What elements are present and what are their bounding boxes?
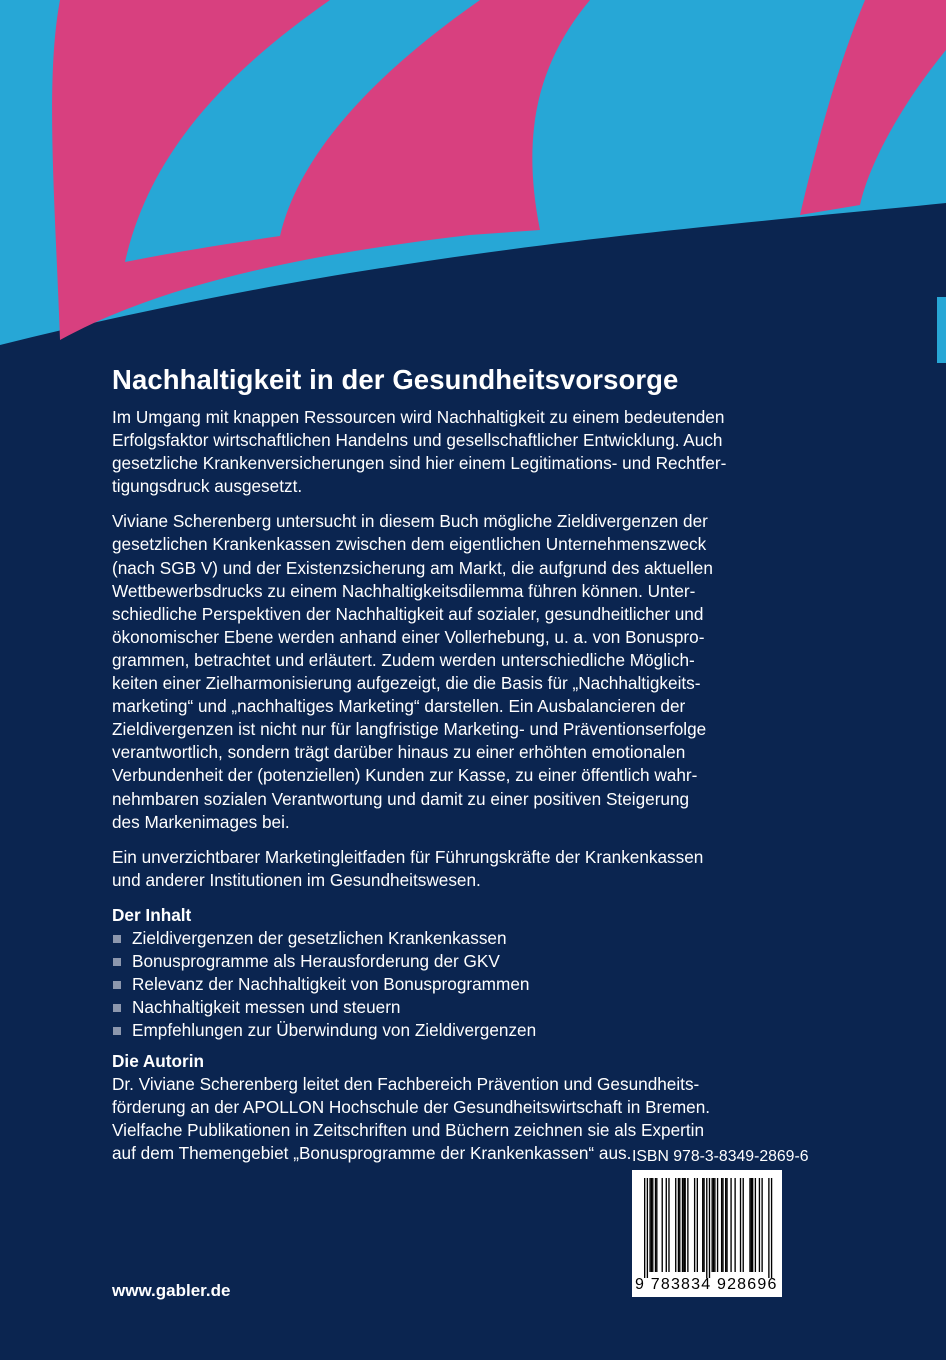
square-bullet-icon [113,935,121,943]
barcode-bar [751,1178,752,1272]
side-accent-bar [937,297,946,363]
barcode-bar [651,1178,652,1272]
barcode-bar [761,1178,762,1272]
publisher-website: www.gabler.de [112,1281,231,1300]
description-paragraph: Viviane Scherenberg untersucht in diesem Buch mögliche Zieldivergenzen der gesetzlichen Krankenkassen zwischen dem eigentlichen Unternehmenszweck (nach SGB V) und der Existenzsicherung am Markt, die aufgrund des aktuellen Wettbewerbsdrucks zu einem Nachhaltigkeitsdilemma führen können. Unter- schiedliche Perspektiven der Nachhaltigkeit auf sozialer, gesundheitlicher und ökonomischer Ebene werden anhand einer Vollerhebung, u. a. von Bonuspro- grammen, betrachtet und erläutert. Zudem werden unterschiedliche Möglich- keiten einer Zielharmonisierung aufgezeigt, die die Basis für „Nachhaltigkeits- marketing“ und „nachhaltiges Marketing“ darstellen. Ein Ausbalancieren der Zieldivergenzen ist nicht nur für langfristige Marketing- und Präventionserfolge verantwortlich, sondern trägt darüber hinaus zu einer erhöhten emotionalen Verbundenheit der (potenziellen) Kunden zur Kasse, zu einer öffentlich wahr- nehmbaren sozialen Verantwortung und damit zu einer positiven Steigerung des Markenimages bei. [112,511,713,832]
barcode-bar [697,1178,698,1272]
barcode-bar [687,1178,688,1272]
decorative-swoosh-graphic [0,0,946,380]
barcode-bar [675,1178,676,1272]
barcode-bar [644,1178,645,1278]
barcode-bar [713,1178,714,1272]
isbn-label: ISBN 978-3-8349-2869-6 [632,1148,809,1165]
list-item [112,996,792,1019]
barcode-bar [768,1178,769,1278]
barcode-bar [749,1178,750,1272]
barcode-bar [678,1178,679,1272]
book-title: Nachhaltigkeit in der Gesundheitsvorsorge [112,364,679,395]
barcode-bar [734,1178,735,1272]
list-item [112,973,792,996]
barcode-bar [703,1178,704,1272]
barcode-bar [666,1178,667,1272]
main-text [112,362,792,1165]
square-bullet-icon [113,1027,121,1035]
barcode-bar [721,1178,722,1272]
barcode-bar [706,1178,707,1278]
barcode-bar [740,1178,741,1272]
intro-paragraph: Im Umgang mit knappen Ressourcen wird Nachhaltigkeit zu einem bedeutenden Erfolgsfaktor wirtschaftlichen Handelns und gesellschaftlicher Entwicklung. Auch gesetzliche Krankenversicherungen sind hier einem Legitimations- und Rechtfer- tigungsdruck ausgesetzt. [112,407,727,497]
barcode-bar [743,1178,744,1272]
barcode-bar [714,1178,715,1272]
square-bullet-icon [113,958,121,966]
barcode-bar [726,1178,727,1272]
barcode-bar [668,1178,669,1272]
barcode-bar [712,1178,713,1272]
barcode-bar [685,1178,686,1272]
barcode-bar [682,1178,683,1272]
closing-paragraph: Ein unverzichtbarer Marketingleitfaden für Führungskräfte der Krankenkassen und anderer Institutionen im Gesundheitswesen. [112,846,704,890]
list-item [112,1019,792,1042]
barcode-bar [694,1178,695,1272]
list-item-label: Zieldivergenzen der gesetzlichen Krankenkassen [132,927,507,948]
square-bullet-icon [113,981,121,989]
author-bio: Dr. Viviane Scherenberg leitet den Fachbereich Prävention und Gesundheits- förderung an der APOLLON Hochschule der Gesundheitswirtschaft in Bremen. Vielfache Publikationen in Zeitschriften und Büchern zeichnen sie als Expertin auf dem Themengebiet „Bonusprogramme der Krankenkassen“ aus. [112,1073,711,1163]
barcode-bar [702,1178,703,1272]
barcode-bar [722,1178,723,1272]
barcode-bar [656,1178,657,1272]
barcode-bar [679,1178,680,1272]
barcode-bar [752,1178,753,1272]
barcode-bar [725,1178,726,1272]
barcode-bar [709,1178,710,1278]
barcode-bar [759,1178,760,1272]
barcode-bar [662,1178,663,1272]
barcode-bar [649,1178,650,1272]
author-heading: Die Autorin [112,1050,204,1071]
isbn-barcode [632,1170,782,1297]
contents-list [112,927,792,1042]
square-bullet-icon [113,1004,121,1012]
barcode-bar [652,1178,653,1272]
barcode-bar [771,1178,772,1278]
barcode-bar [655,1178,656,1272]
list-item-label: Nachhaltigkeit messen und steuern [132,996,401,1017]
barcode-bar [647,1178,648,1278]
barcode-bar [730,1178,731,1272]
barcode-bar [683,1178,684,1272]
barcode-bar [755,1178,756,1272]
contents-heading: Der Inhalt [112,904,192,925]
list-item-label: Bonusprogramme als Herausforderung der GKV [132,950,500,971]
list-item-label: Relevanz der Nachhaltigkeit von Bonusprogrammen [132,973,530,994]
barcode-bar [717,1178,718,1272]
list-item [112,950,792,973]
barcode-digits: 9 783834 928696 [635,1276,778,1293]
list-item [112,927,792,950]
list-item-label: Empfehlungen zur Überwindung von Zieldivergenzen [132,1019,537,1040]
